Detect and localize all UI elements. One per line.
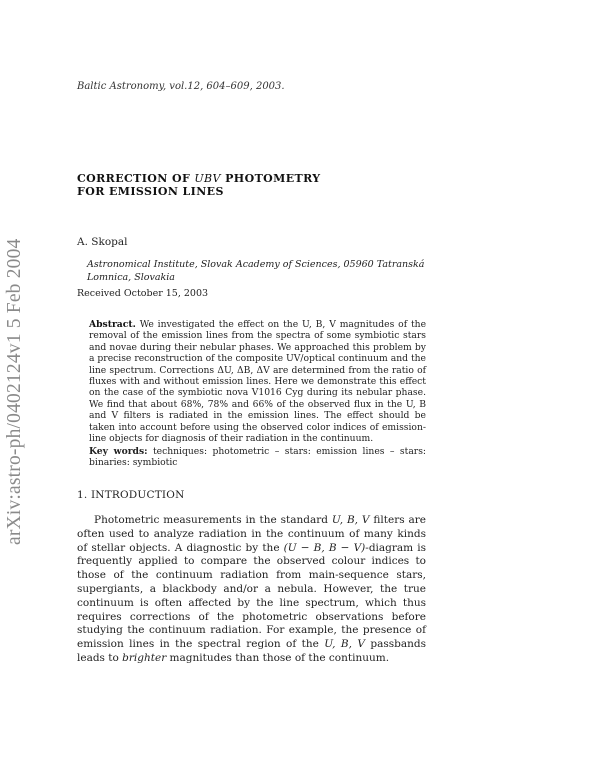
paper-title [77, 172, 321, 198]
intro-paragraph [77, 514, 426, 666]
abstract-text: We investigated the effect on the U, B, V magnitudes of the removal of the emission lines from the spectra of some symbiotic stars and novae during their nebular phases. We approached this problem by a precise reconstruction of the composite UV/optical continuum and the line spectrum. Corrections ΔU, ΔB, ΔV are determined from the ratio of fluxes with and without emission lines. Here we demonstrate this effect on the case of the symbiotic nova V1016 Cyg during its nebular phase. We find that about 68%, 78% and 66% of the observed flux in the U, B and V filters is radiated in the emission lines. The effect should be taken into account before using the observed color indices of emission-line objects for diagnosis of their radiation in the continuum. [89, 319, 427, 445]
intro-text-4: passbands leads to [77, 638, 426, 664]
intro-ubv-1: U, B, V [331, 514, 370, 526]
abstract-label: Abstract. [89, 319, 136, 330]
intro-text-5: magnitudes than those of the continuum. [166, 651, 390, 664]
arxiv-identifier: arXiv:astro-ph/0402124v1 5 Feb 2004 [4, 238, 25, 545]
intro-ubv-2: U, B, V [324, 638, 365, 651]
intro-colour-expr: (U − B, B − V) [283, 541, 366, 554]
author: A. Skopal [77, 236, 128, 248]
abstract [89, 319, 426, 444]
affiliation: Astronomical Institute, Slovak Academy of Sciences, 05960 Tatranská Lomnica, Slovakia [87, 259, 425, 283]
title-line1-start: CORRECTION OF [77, 172, 195, 185]
title-line2: FOR EMISSION LINES [77, 185, 224, 198]
introduction-body [77, 514, 426, 666]
keywords-text: techniques: photometric – stars: emission lines – stars: binaries: symbiotic [89, 446, 427, 469]
intro-text-3: -diagram is frequently applied to compare the observed colour indices to those of the continuum radiation from main-sequence stars, supergiants, a blackbody and/or a nebula. However, the true continuum is often affected by the line spectrum, which thus requires corrections of the photometric observations before studying the continuum radiation. For example, the presence of emission lines in the spectral region of the [77, 541, 426, 651]
intro-text-1: Photometric measurements in the standard [94, 514, 332, 526]
title-line1-end: PHOTOMETRY [220, 172, 321, 185]
section-heading: 1. INTRODUCTION [77, 489, 185, 501]
keywords-label: Key words: [89, 446, 148, 457]
received-date: Received October 15, 2003 [77, 288, 209, 299]
journal-citation: Baltic Astronomy, vol.12, 604–609, 2003. [77, 81, 285, 92]
intro-text-2: filters are often used to analyze radiation in the continuum of many kinds of stellar objects. A diagnostic by the [77, 514, 426, 554]
intro-emphasis: brighter [122, 651, 167, 664]
title-ubv: UBV [194, 172, 221, 185]
keywords [89, 446, 426, 469]
